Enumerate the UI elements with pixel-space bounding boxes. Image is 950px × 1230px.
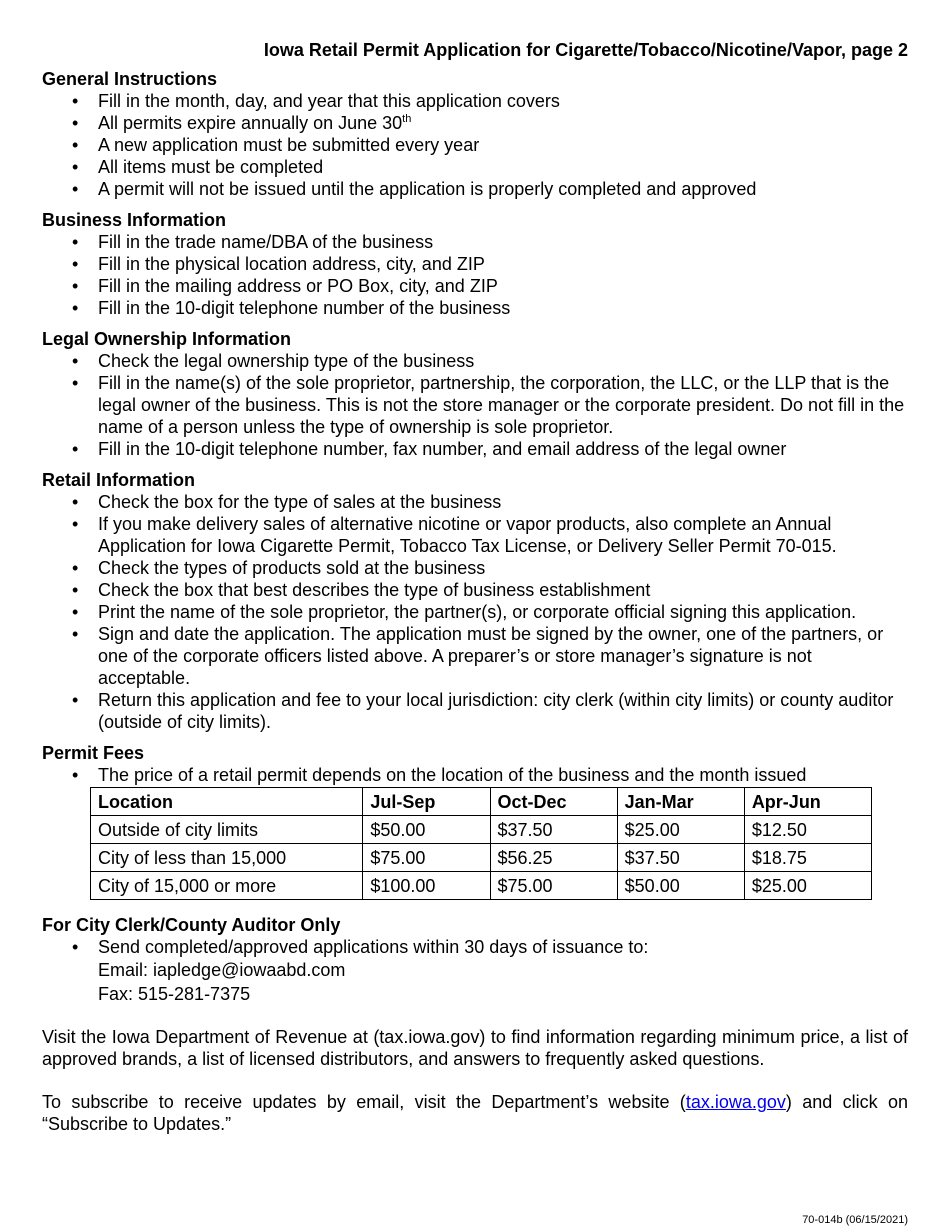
document-title: Iowa Retail Permit Application for Cigarette/Tobacco/Nicotine/Vapor, page 2: [263, 40, 908, 60]
column-header-jul-sep: Jul-Sep: [363, 788, 490, 816]
general-instructions-list: [42, 90, 908, 200]
clerk-email: Email: iapledge@iowaabd.com: [98, 960, 346, 980]
table-cell: $50.00: [363, 816, 490, 844]
table-cell: $12.50: [744, 816, 871, 844]
bullet-icon: •: [72, 298, 79, 318]
list-item: • All items must be completed: [72, 157, 324, 177]
bullet-icon: •: [72, 157, 79, 177]
legal-ownership-list: [42, 350, 908, 460]
table-row: [91, 872, 872, 900]
bullet-icon: •: [72, 439, 79, 459]
table-cell: $100.00: [363, 872, 490, 900]
general-instructions-heading: General Instructions: [42, 69, 218, 89]
bullet-icon: •: [72, 558, 79, 578]
table-cell: $18.75: [744, 844, 871, 872]
bullet-icon: •: [72, 624, 79, 644]
bullet-icon: •: [72, 351, 79, 371]
city-clerk-list: [42, 936, 908, 958]
bullet-icon: •: [72, 179, 79, 199]
list-item: • Fill in the name(s) of the sole proprietor, partnership, the corporation, the LLC, or the LLP that is the legal owner of the business. This is not the store manager or the corporate president. Do not fill in the name of a person unless the type of ownership is sole proprietor.: [72, 373, 905, 437]
list-item: • A permit will not be issued until the application is properly completed and approved: [72, 179, 757, 199]
list-item: • Check the types of products sold at the business: [72, 558, 486, 578]
bullet-icon: •: [72, 113, 79, 133]
list-item: • A new application must be submitted every year: [72, 135, 480, 155]
table-cell: $25.00: [617, 816, 744, 844]
list-item: • Fill in the trade name/DBA of the business: [72, 232, 434, 252]
bullet-icon: •: [72, 514, 79, 534]
business-information-heading: Business Information: [42, 210, 227, 230]
table-header-row: [91, 788, 872, 816]
superscript-th: th: [402, 113, 412, 125]
table-cell: $75.00: [363, 844, 490, 872]
document-page: [42, 38, 908, 1135]
business-information-list: [42, 231, 908, 319]
permit-fees-list: [42, 764, 908, 786]
table-cell: $25.00: [744, 872, 871, 900]
permit-fees-section: [42, 742, 908, 900]
list-item: • Fill in the month, day, and year that this application covers: [72, 91, 560, 111]
list-item: • The price of a retail permit depends on the location of the business and the month issued: [72, 765, 807, 785]
table-cell: $56.25: [490, 844, 617, 872]
list-item: • Fill in the mailing address or PO Box, city, and ZIP: [72, 276, 498, 296]
permit-fees-heading: Permit Fees: [42, 743, 145, 763]
list-item: • Sign and date the application. The application must be signed by the owner, one of the partners, or one of the corporate officers listed above. A preparer’s or store manager’s signature is not acceptable.: [72, 624, 884, 688]
list-item: • Send completed/approved applications within 30 days of issuance to:: [72, 937, 649, 957]
list-item: • Check the box for the type of sales at the business: [72, 492, 502, 512]
list-item: • Fill in the 10-digit telephone number of the business: [72, 298, 511, 318]
bullet-icon: •: [72, 492, 79, 512]
bullet-icon: •: [72, 602, 79, 622]
bullet-icon: •: [72, 232, 79, 252]
table-cell: $37.50: [617, 844, 744, 872]
table-cell: $37.50: [490, 816, 617, 844]
table-cell: Outside of city limits: [91, 816, 363, 844]
form-number-footer: 70-014b (06/15/2021): [802, 1214, 908, 1226]
business-information-section: [42, 209, 908, 319]
column-header-jan-mar: Jan-Mar: [617, 788, 744, 816]
permit-fees-table: [90, 787, 872, 900]
retail-information-heading: Retail Information: [42, 470, 196, 490]
bullet-icon: •: [72, 765, 79, 785]
table-row: [91, 844, 872, 872]
tax-iowa-gov-link[interactable]: tax.iowa.gov: [685, 1092, 786, 1112]
visit-paragraph: Visit the Iowa Department of Revenue at (tax.iowa.gov) to find information regarding minimum price, a list of approved brands, a list of licensed distributors, and answers to frequently asked questions.: [42, 1027, 908, 1069]
list-item: • Print the name of the sole proprietor, the partner(s), or corporate official signing this application.: [72, 602, 857, 622]
list-item: • Check the legal ownership type of the business: [72, 351, 475, 371]
table-row: [91, 816, 872, 844]
list-item: • Fill in the 10-digit telephone number, fax number, and email address of the legal owner: [72, 439, 787, 459]
list-item: • All permits expire annually on June 30th: [72, 113, 412, 133]
bullet-icon: •: [72, 937, 79, 957]
bullet-icon: •: [72, 135, 79, 155]
list-item: • Fill in the physical location address, city, and ZIP: [72, 254, 485, 274]
bullet-icon: •: [72, 373, 79, 393]
city-clerk-heading: For City Clerk/County Auditor Only: [42, 915, 341, 935]
column-header-location: Location: [91, 788, 363, 816]
general-instructions-section: [42, 68, 908, 200]
bullet-icon: •: [72, 91, 79, 111]
column-header-oct-dec: Oct-Dec: [490, 788, 617, 816]
bullet-icon: •: [72, 276, 79, 296]
legal-ownership-heading: Legal Ownership Information: [42, 329, 292, 349]
bullet-icon: •: [72, 580, 79, 600]
retail-information-list: [42, 491, 908, 733]
city-clerk-section: [42, 914, 908, 1006]
list-item: • If you make delivery sales of alternative nicotine or vapor products, also complete an Annual Application for Iowa Cigarette Permit, Tobacco Tax License, or Delivery Seller Permit 70-015.: [72, 514, 837, 556]
clerk-fax: Fax: 515-281-7375: [98, 984, 251, 1004]
subscribe-paragraph: To subscribe to receive updates by email, visit the Department’s website (tax.iowa.gov) and click on “Subscribe to Updates.”: [42, 1092, 908, 1134]
legal-ownership-section: [42, 328, 908, 460]
bullet-icon: •: [72, 690, 79, 710]
bullet-icon: •: [72, 254, 79, 274]
retail-information-section: [42, 469, 908, 733]
list-item: • Check the box that best describes the type of business establishment: [72, 580, 651, 600]
list-item: • Return this application and fee to your local jurisdiction: city clerk (within city limits) or county auditor (outside of city limits).: [72, 690, 894, 732]
table-cell: City of 15,000 or more: [91, 872, 363, 900]
column-header-apr-jun: Apr-Jun: [744, 788, 871, 816]
table-cell: City of less than 15,000: [91, 844, 363, 872]
table-cell: $50.00: [617, 872, 744, 900]
table-cell: $75.00: [490, 872, 617, 900]
